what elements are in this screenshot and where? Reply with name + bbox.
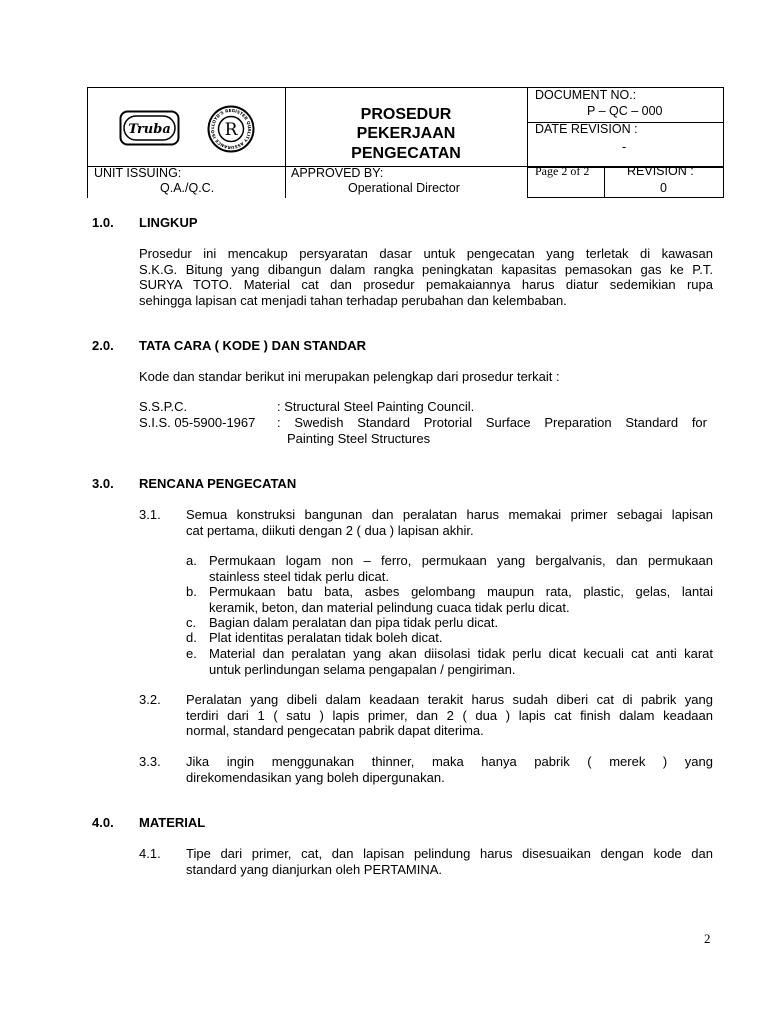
- section-1-title: LINGKUP: [139, 215, 198, 230]
- document-title-line-3: PENGECATAN: [351, 145, 461, 162]
- paragraph-line: Prosedur ini mencakup persyaratan dasar untuk pengecatan yang terletak di kawasan: [139, 246, 713, 261]
- list-item-letter: c.: [186, 615, 197, 630]
- paragraph-line: SURYA TOTO. Material cat dan prosedur pemakaiannya harus diatur sedemikian rupa: [139, 277, 713, 292]
- paragraph-line: standard yang dianjurkan oleh PERTAMINA.: [186, 861, 443, 877]
- doc-no-value: P – QC – 000: [587, 104, 663, 118]
- clause-3-1-number: 3.1.: [139, 507, 161, 522]
- quality-assurance-seal: [207, 105, 255, 153]
- clause-4-1-text: [186, 846, 713, 877]
- page-number: 2: [704, 931, 711, 946]
- paragraph-line: Permukaan logam non – ferro, permukaan yang bergalvanis, dan permukaan: [209, 553, 713, 568]
- revision-label: REVISION :: [627, 164, 694, 178]
- list-item-letter: e.: [186, 646, 197, 661]
- paragraph-line: sehingga lapisan cat menjadi tahan terhadap perubahan dan kelembaban.: [139, 292, 567, 308]
- paragraph-line: Peralatan yang dibeli dalam keadaan terakit harus sudah diberi cat di pabrik yang: [186, 692, 713, 707]
- section-3-title: RENCANA PENGECATAN: [139, 476, 297, 491]
- section-3-number: 3.0.: [92, 476, 114, 491]
- document-title-line-2: PEKERJAAN: [356, 125, 456, 142]
- truba-logo: [119, 110, 180, 146]
- paragraph-line: Tipe dari primer, cat, dan lapisan pelindung harus disesuaikan dengan kode dan: [186, 846, 713, 861]
- list-item-text: [209, 584, 713, 615]
- approved-by-label: APPROVED BY:: [291, 166, 384, 180]
- paragraph-line: Semua konstruksi bangunan dan peralatan harus memakai primer sebagai lapisan: [186, 507, 713, 522]
- approved-by-value: Operational Director: [348, 181, 460, 195]
- paragraph-line: untuk perlindungan selama pengapalan / pengiriman.: [209, 661, 516, 677]
- paragraph-line: keramik, beton, dan material pelindung cuaca tidak perlu dicat.: [209, 599, 570, 615]
- document-title-line-1: PROSEDUR: [360, 106, 452, 123]
- paragraph-line: stainless steel tidak perlu dicat.: [209, 568, 389, 584]
- clause-3-2-number: 3.2.: [139, 692, 161, 707]
- clause-3-2-text: [186, 692, 713, 739]
- doc-no-label: DOCUMENT NO.:: [535, 88, 637, 102]
- paragraph-line: normal, standard pengecatan pabrik dapat diterima.: [186, 723, 484, 738]
- standard-2-code: S.I.S. 05-5900-1967: [139, 415, 256, 430]
- clause-3-3-number: 3.3.: [139, 754, 161, 769]
- clause-3-3-text: [186, 754, 713, 785]
- list-item-letter: a.: [186, 553, 197, 568]
- date-revision-label: DATE REVISION :: [535, 122, 638, 136]
- page-label: Page 2 of 2: [535, 164, 590, 178]
- paragraph-line: cat pertama, diikuti dengan 2 ( dua ) lapisan akhir.: [186, 522, 474, 538]
- paragraph-line: Permukaan batu bata, asbes gelombang maupun rata, plastic, gelas, lantai: [209, 584, 713, 599]
- clause-3-1-text: [186, 507, 713, 538]
- standard-2-description: [277, 415, 707, 431]
- paragraph-line: direkomendasikan yang boleh dipergunakan.: [186, 769, 445, 785]
- standard-1-description: : Structural Steel Painting Council.: [277, 399, 475, 414]
- document-header-table: [87, 87, 724, 198]
- list-item-text: [209, 553, 713, 584]
- logo-cell: [87, 87, 286, 167]
- paragraph-line: terdiri dari 1 ( satu ) lapis primer, dan 2 ( dua ) lapis cat finish dalam keadaan: [186, 707, 713, 723]
- seal-ring-text: LLOYD'S REGISTER QUALITY ASSURANCE ISO: [209, 107, 253, 151]
- section-2-number: 2.0.: [92, 338, 114, 353]
- paragraph-line: Jika ingin menggunakan thinner, maka hanya pabrik ( merek ) yang: [186, 754, 713, 769]
- section-1-paragraph: [139, 246, 713, 308]
- section-1-number: 1.0.: [92, 215, 114, 230]
- unit-issuing-value: Q.A./Q.C.: [160, 181, 215, 195]
- revision-value: 0: [660, 181, 667, 195]
- list-item-text: Plat identitas peralatan tidak boleh dicat.: [209, 630, 443, 645]
- clause-4-1-number: 4.1.: [139, 846, 161, 861]
- unit-issuing-label: UNIT ISSUING:: [94, 166, 182, 180]
- truba-logo-text: Truba: [128, 122, 171, 137]
- section-4-number: 4.0.: [92, 815, 114, 830]
- paragraph-line: Material dan peralatan yang akan diisolasi tidak perlu dicat kecuali cat anti karat: [209, 646, 713, 661]
- paragraph-line: : Swedish Standard Protorial Surface Preparation Standard for: [277, 415, 707, 430]
- list-item-text: [209, 646, 713, 677]
- list-item-letter: d.: [186, 630, 197, 645]
- list-item-text: Bagian dalam peralatan dan pipa tidak perlu dicat.: [209, 615, 499, 630]
- list-item-letter: b.: [186, 584, 197, 599]
- section-4-title: MATERIAL: [139, 815, 206, 830]
- section-2-intro: Kode dan standar berikut ini merupakan pelengkap dari prosedur terkait :: [139, 369, 560, 384]
- section-2-title: TATA CARA ( KODE ) DAN STANDAR: [139, 338, 366, 353]
- standard-1-code: S.S.P.C.: [139, 399, 188, 414]
- date-revision-value: -: [622, 140, 627, 154]
- seal-letter: R: [224, 120, 238, 140]
- paragraph-line: S.K.G. Bitung yang dibangun dalam rangka peningkatan kapasitas pemasokan gas ke P.T.: [139, 261, 713, 277]
- standard-2-description-line-2: Painting Steel Structures: [287, 431, 431, 446]
